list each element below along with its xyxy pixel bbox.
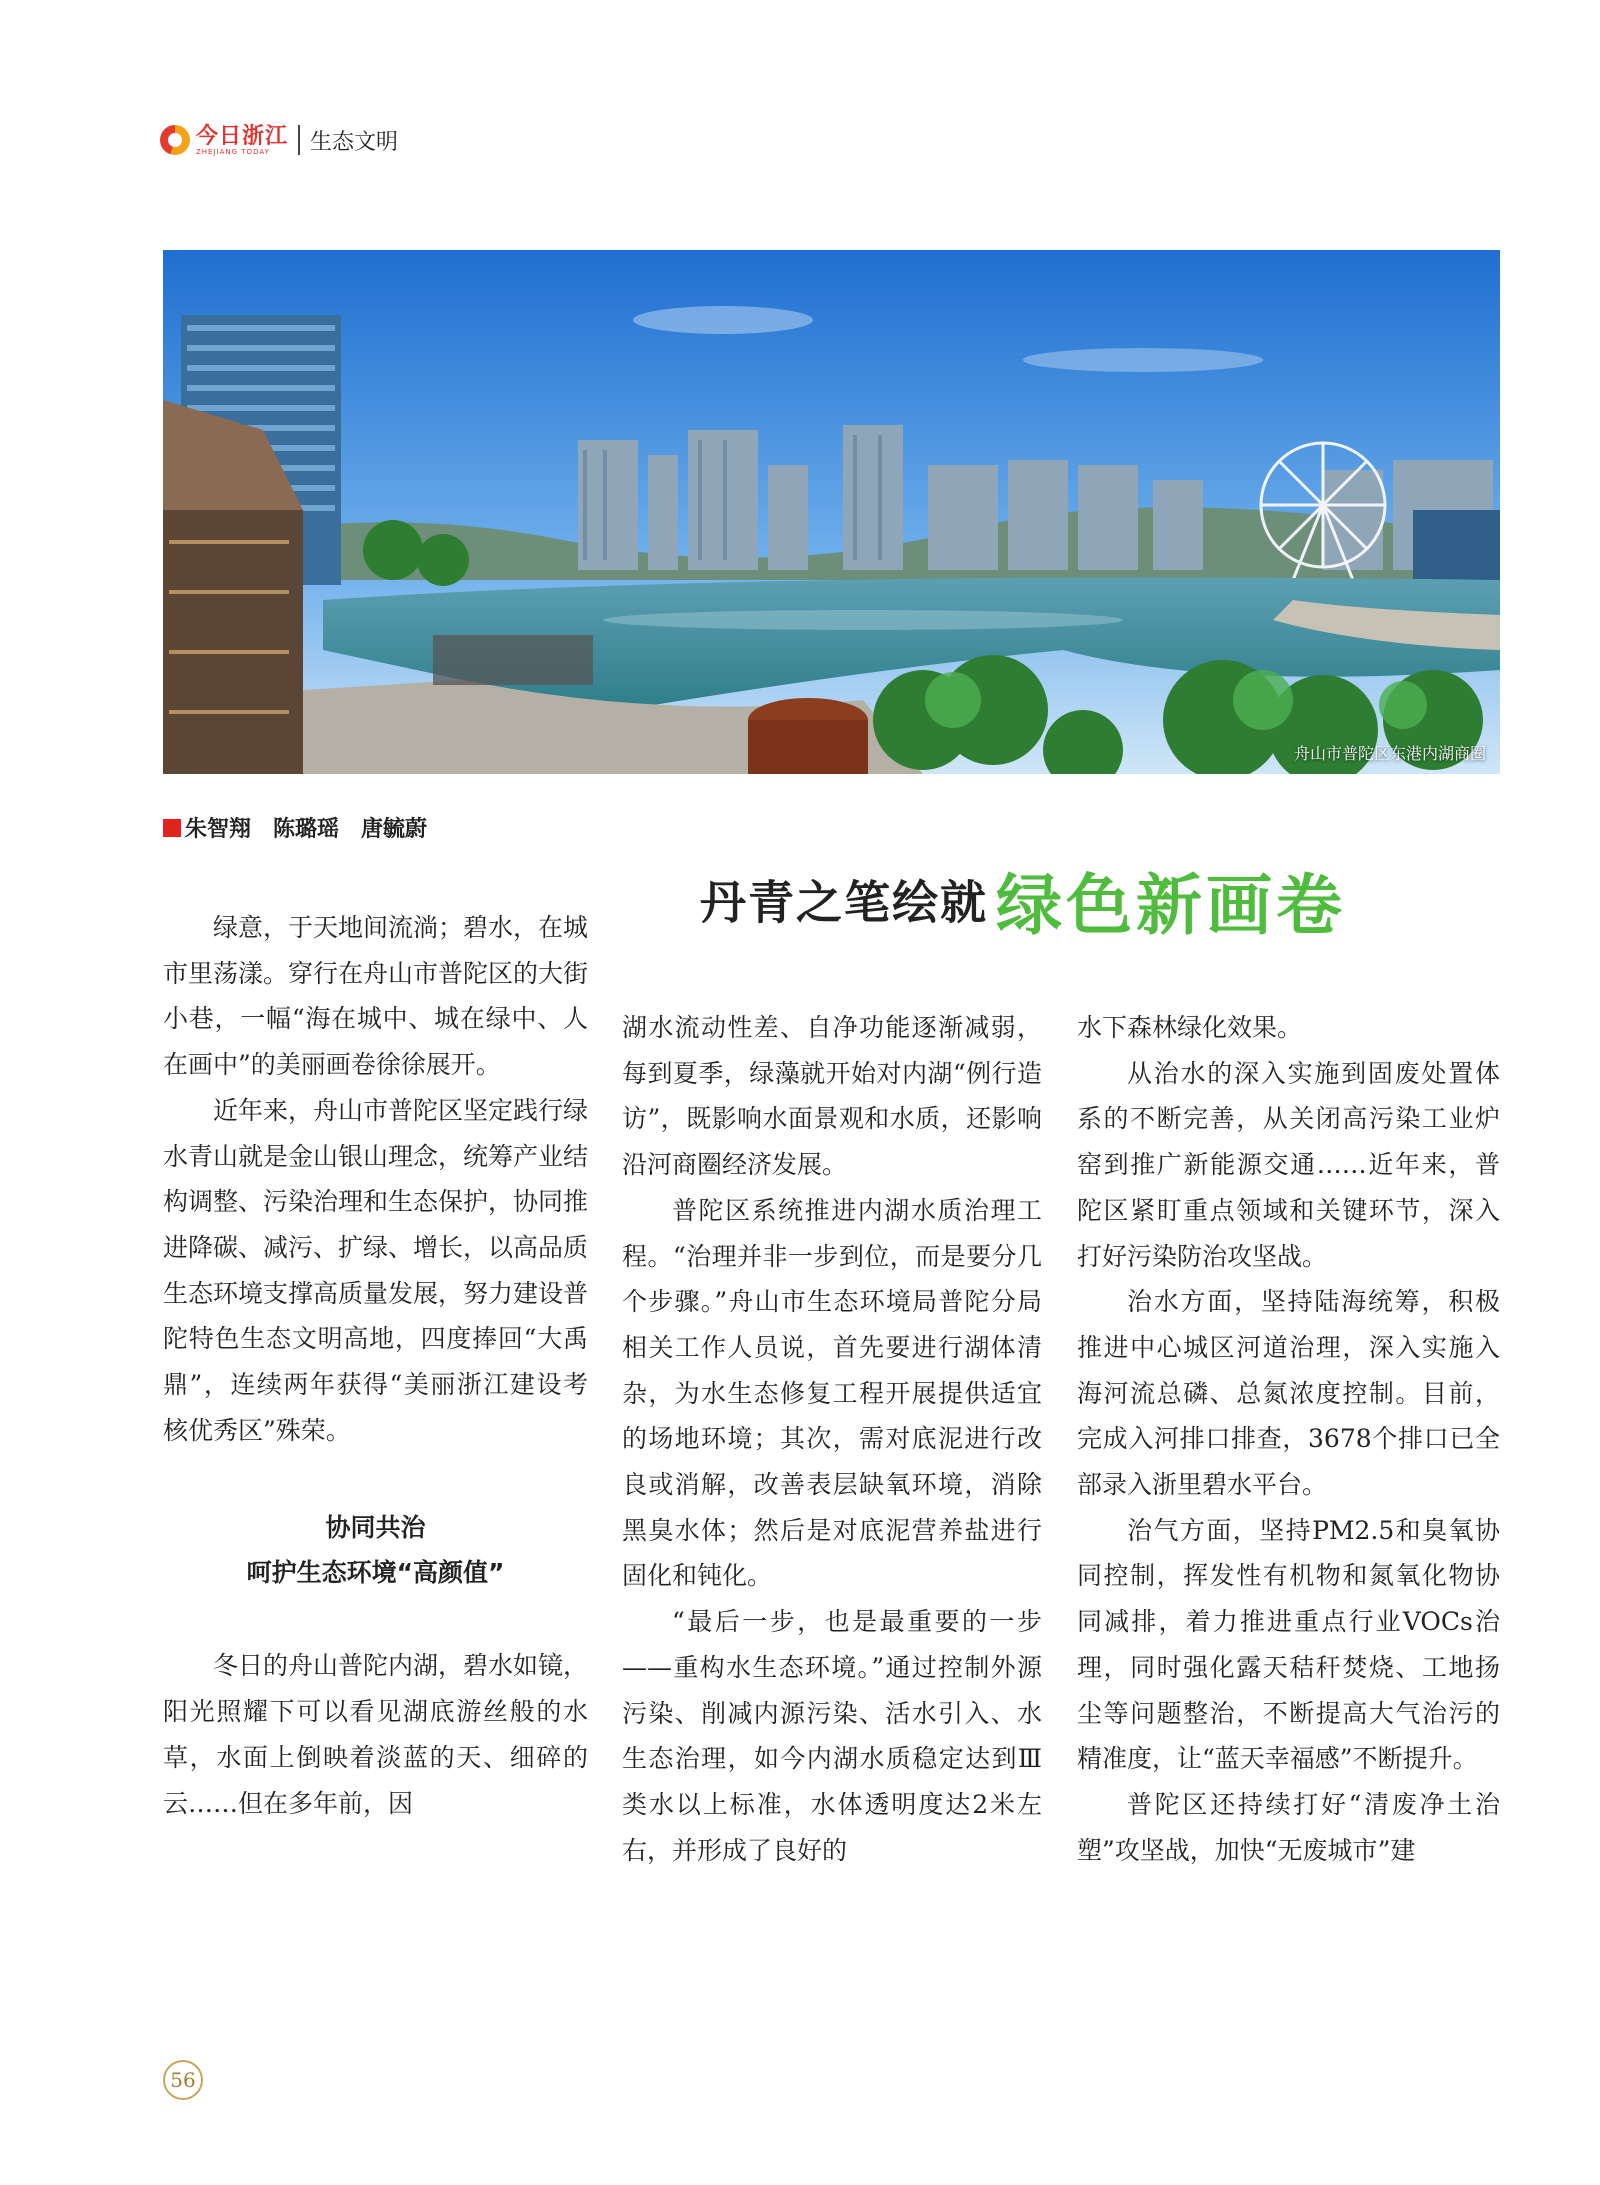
author-name: 朱智翔 [185,817,252,842]
paragraph: 治水方面，坚持陆海统筹，积极推进中心城区河道治理，深入实施入海河流总磷、总氮浓度控制。目前，完成入河排口排查，3678个排口已全部录入浙里碧水平台。 [1077,1287,1500,1500]
logo-subtitle: ZHEJIANG TODAY [196,147,270,156]
section-label: 生态文明 [310,129,399,155]
hero-photo [163,250,1500,774]
logo-title: 今日浙江 [196,122,289,149]
section-subheading [163,1505,588,1595]
paragraph: 治气方面，坚持PM2.5和臭氧协同控制，挥发性有机物和氮氧化物协同减排，着力推进重点行业VOCs治理，同时强化露天秸秆焚烧、工地扬尘等问题整治，不断提高大气治污的精准度，让“蓝天幸福感”不断提升。 [1077,1515,1500,1774]
paragraph: 普陀区还持续打好“清废净土治塑”攻坚战，加快“无废城市”建 [1077,1789,1500,1865]
page-number: 56 [163,2060,203,2100]
byline-marker-icon [163,819,181,837]
paragraph: 从治水的深入实施到固废处置体系的不断完善，从关闭高污染工业炉窑到推广新能源交通……近年来，普陀区紧盯重点领域和关键环节，深入打好污染防治攻坚战。 [1077,1058,1500,1271]
photo-caption: 舟山市普陀区东港内湖商圈 [1293,744,1486,763]
article-column-3 [1077,1005,1500,1873]
author-name: 唐毓蔚 [361,817,428,842]
magazine-logo [160,122,289,156]
subheading-line-1: 协同共治 [325,1513,426,1543]
title-lead: 丹青之笔绘就 [700,875,988,930]
logo-emblem-icon [160,125,190,155]
header-divider [298,125,300,155]
paragraph: 近年来，舟山市普陀区坚定践行绿水青山就是金山银山理念，统筹产业结构调整、污染治理和生态保护，协同推进降碳、减污、扩绿、增长，以高品质生态环境支撑高质量发展，努力建设普陀特色生态文明高地，四度捧回“大禹鼎”，连续两年获得“美丽浙江建设考核优秀区”殊荣。 [163,1095,589,1445]
article-column-2 [622,1005,1042,1873]
lake-cityscape-illustration [163,250,1500,774]
paragraph: 普陀区系统推进内湖水质治理工程。“治理并非一步到位，而是要分几个步骤。”舟山市生态环境局普陀分局相关工作人员说，首先要进行湖体清杂，为水生态修复工程开展提供适宜的场地环境；其次，需对底泥进行改良或消解，改善表层缺氧环境，消除黑臭水体；然后是对底泥营养盐进行固化和钝化。 [622,1195,1042,1591]
author-name: 陈璐瑶 [273,817,340,842]
paragraph-continued: 水下森林绿化效果。 [1077,1013,1303,1042]
paragraph: 绿意，于天地间流淌；碧水，在城市里荡漾。穿行在舟山市普陀区的大街小巷，一幅“海在城中、城在绿中、人在画中”的美丽画卷徐徐展开。 [163,913,589,1080]
paragraph: “最后一步，也是最重要的一步——重构水生态环境。”通过控制外源污染、削减内源污染、活水引入、水生态治理，如今内湖水质稳定达到Ⅲ类水以上标准，水体透明度达2米左右，并形成了良好的 [622,1607,1042,1865]
article-title [700,852,1346,947]
byline [163,812,449,843]
paragraph: 冬日的舟山普陀内湖，碧水如镜，阳光照耀下可以看见湖底游丝般的水草，水面上倒映着淡蓝的天、细碎的云……但在多年前，因 [163,1651,589,1818]
paragraph-continued: 湖水流动性差、自净功能逐渐减弱，每到夏季，绿藻就开始对内湖“例行造访”，既影响水面景观和水质，还影响沿河商圈经济发展。 [622,1013,1042,1180]
subheading-line-2: 呵护生态环境“高颜值” [246,1558,505,1588]
article-column-1 [163,905,588,1826]
title-highlight: 绿色新画卷 [996,867,1346,944]
page-header [160,118,398,162]
